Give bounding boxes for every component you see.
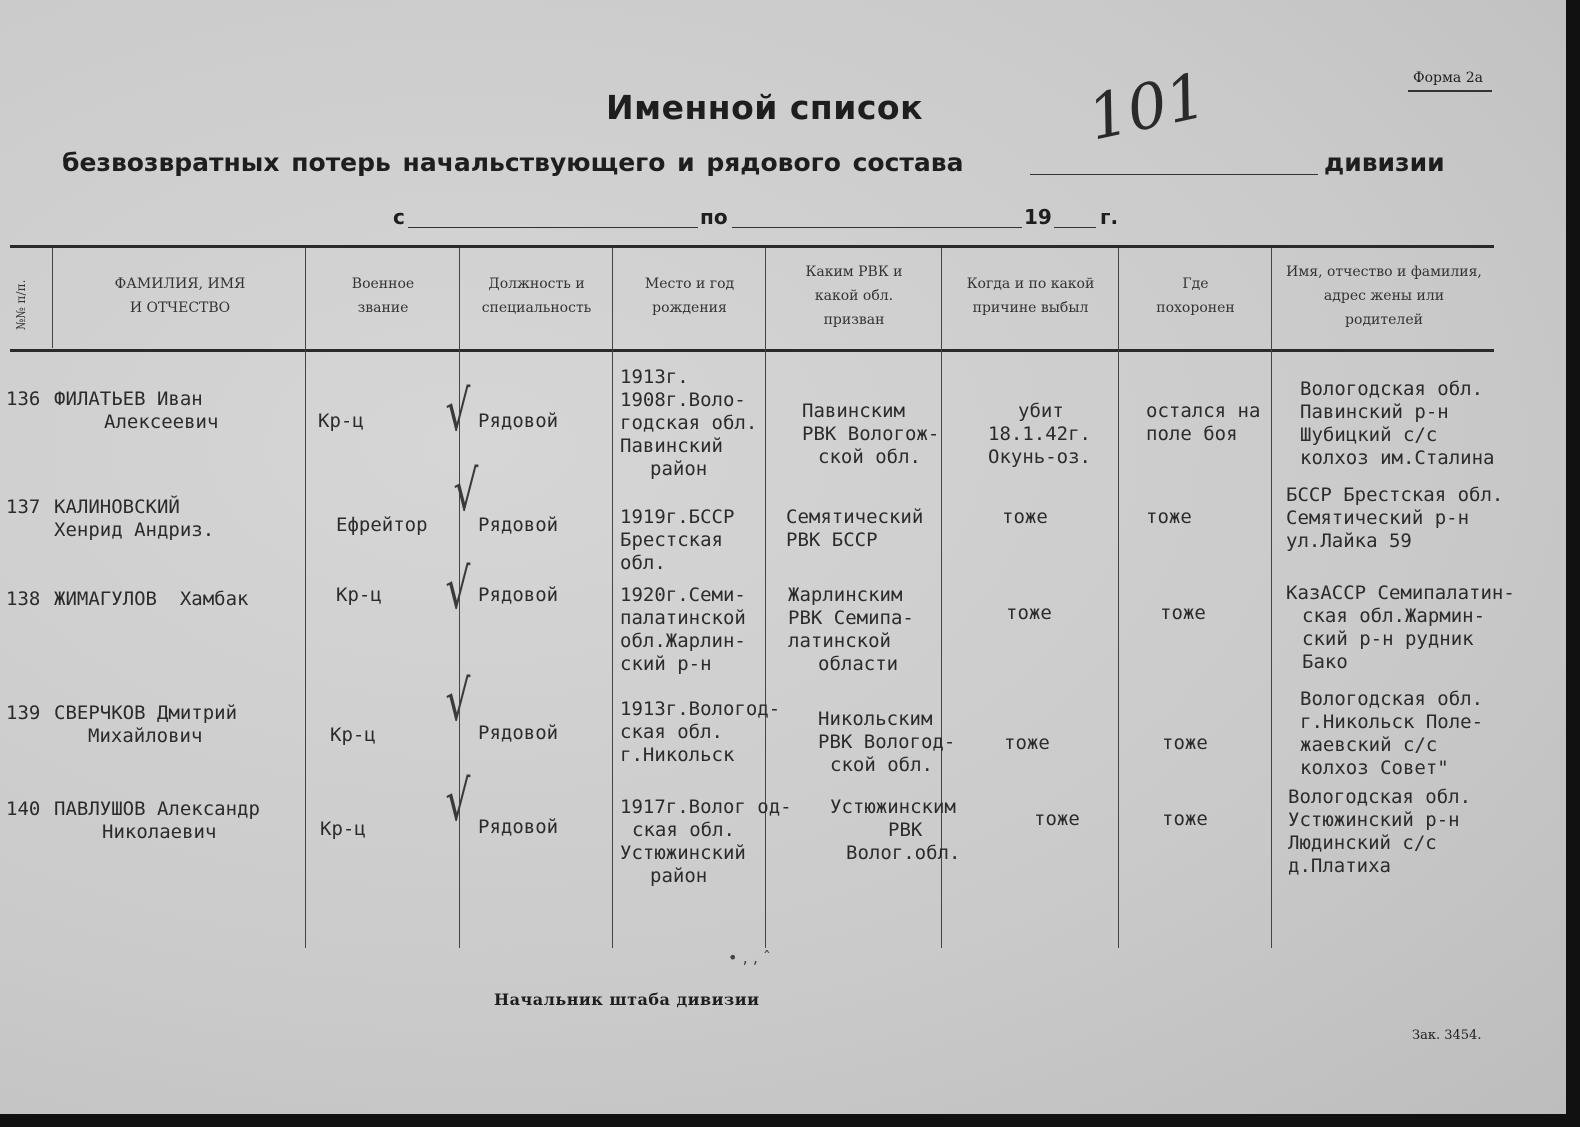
row-birth: 1913г. 1908г.Воло- годская обл. Павинский район (620, 366, 758, 480)
row-rank: Кр-ц (318, 410, 364, 432)
row-name: ЖИМАГУЛОВ Хамбак (54, 588, 249, 610)
date-to-label: по (700, 205, 728, 229)
date-from-label: с (393, 205, 405, 229)
year-label: 19 (1024, 205, 1052, 229)
row-position: Рядовой (478, 410, 559, 432)
checkmark-icon: √ (445, 557, 471, 622)
row-rank: Кр-ц (336, 584, 382, 606)
row-position: Рядовой (478, 584, 559, 606)
row-position: Рядовой (478, 816, 559, 838)
row-name: ПАВЛУШОВ Александр Николаевич (54, 798, 260, 843)
row-when: тоже (1034, 808, 1080, 830)
column-header-name: ФАМИЛИЯ, ИМЯ И ОТЧЕСТВО (114, 276, 246, 316)
column-header-buried: Где похоронен (1156, 276, 1235, 316)
row-when: тоже (1006, 602, 1052, 624)
column-header-num: №№ п/п. (14, 279, 28, 330)
column-divider (1118, 248, 1119, 948)
signature-label: Начальник штаба дивизии (494, 990, 760, 1009)
column-header-position: Должность и специальность (481, 276, 592, 316)
row-number: 140 (6, 798, 41, 820)
column-divider (305, 248, 306, 948)
handwritten-number: 101 (1081, 58, 1213, 155)
checkmark-icon: √ (445, 669, 471, 734)
row-birth: 1919г.БССР Брестская обл. (620, 506, 735, 574)
row-position: Рядовой (478, 722, 559, 744)
row-buried: тоже (1162, 808, 1208, 830)
ink-smudge: • ‚ ‚ ˆ (728, 948, 771, 967)
row-when: тоже (1004, 732, 1050, 754)
row-when: тоже (1002, 506, 1048, 528)
checkmark-icon: √ (445, 379, 471, 444)
division-blank-line (1030, 174, 1318, 175)
row-birth: 1917г.Волог од- ская обл. Устюжинский район (620, 796, 792, 887)
column-divider (1271, 248, 1272, 948)
form-label-underline (1408, 90, 1492, 92)
row-number: 139 (6, 702, 41, 724)
row-when: убит 18.1.42г. Окунь-оз. (988, 400, 1091, 468)
row-buried: остался на поле боя (1146, 400, 1261, 445)
document-title: Именной список (606, 88, 923, 127)
column-header-when: Когда и по какой причине выбыл (966, 276, 1095, 316)
row-relatives: БССР Брестская обл. Семятический р-н ул.Лайка 59 (1286, 484, 1504, 552)
row-rank: Кр-ц (330, 724, 376, 746)
row-name: СВЕРЧКОВ Дмитрий Михайлович (54, 702, 238, 747)
column-header-rank: Военное звание (351, 276, 415, 316)
row-number: 137 (6, 496, 41, 518)
row-relatives: КазАССР Семипалатин- ская обл.Жармин- ский р-н рудник Бако (1286, 582, 1515, 673)
form-label: Форма 2а (1413, 70, 1483, 86)
row-buried: тоже (1146, 506, 1192, 528)
year-line (1054, 227, 1096, 228)
column-divider (52, 248, 53, 348)
column-header-birth: Место и год рождения (644, 276, 735, 316)
date-from-line (408, 227, 698, 228)
column-header-rvk: Каким РВК и какой обл. призван (805, 264, 903, 328)
row-position: Рядовой (478, 514, 559, 536)
row-rvk: Семятический РВК БССР (786, 506, 924, 551)
row-relatives: Вологодская обл. г.Никольск Поле- жаевский с/с колхоз Совет" (1300, 688, 1484, 779)
checkmark-icon: √ (445, 769, 471, 834)
row-rvk: Никольским РВК Вологод- ской обл. (818, 708, 956, 776)
row-rvk: Жарлинским РВК Семипа- латинской области (788, 584, 914, 675)
row-rank: Ефрейтор (336, 514, 428, 536)
column-header-relatives: Имя, отчество и фамилия, адрес жены или родителей (1286, 264, 1482, 328)
year-suffix: г. (1100, 205, 1119, 229)
order-number: Зак. 3454. (1412, 1028, 1482, 1043)
row-number: 136 (6, 388, 41, 410)
row-name: ФИЛАТЬЕВ Иван Алексеевич (54, 388, 219, 433)
date-to-line (732, 227, 1022, 228)
row-rank: Кр-ц (320, 818, 366, 840)
row-birth: 1920г.Семи- палатинской обл.Жарлин- ский р-н (620, 584, 746, 675)
column-divider (612, 248, 613, 948)
row-name: КАЛИНОВСКИЙ Хенрид Андриз. (54, 496, 215, 541)
checkmark-icon: √ (453, 459, 479, 524)
row-relatives: Вологодская обл. Павинский р-н Шубицкий с/с колхоз им.Сталина (1300, 378, 1495, 469)
row-buried: тоже (1162, 732, 1208, 754)
row-buried: тоже (1160, 602, 1206, 624)
row-rvk: Павинским РВК Вологож- ской обл. (802, 400, 940, 468)
document-subtitle: безвозвратных потерь начальствующего и рядового состава (62, 148, 964, 177)
row-number: 138 (6, 588, 41, 610)
row-birth: 1913г.Вологод- ская обл. г.Никольск (620, 698, 781, 766)
row-rvk: Устюжинским РВК Волог.обл. (830, 796, 961, 864)
subtitle-end: дивизии (1324, 148, 1445, 177)
row-relatives: Вологодская обл. Устюжинский р-н Людинский с/с д.Платиха (1288, 786, 1472, 877)
